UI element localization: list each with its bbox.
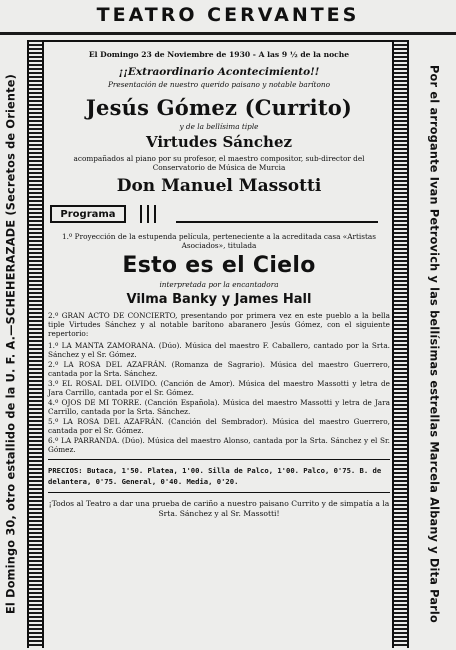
event-date: El Domingo 23 de Noviembre de 1930 - A las 9 ½ de la noche: [88, 50, 350, 59]
performer-name-pianist: Don Manuel Massotti: [116, 176, 322, 196]
presentation-line: Presentación de nuestro querido paisano y notable barítono: [108, 80, 330, 89]
soprano-intro: y de la bellísima tiple: [179, 122, 259, 131]
accompaniment-line: acompañados al piano por su profesor, el maestro compositor, sub-director del Conservatorio de Música de Murcia: [73, 154, 365, 172]
decorative-bar: [154, 205, 156, 223]
section-divider: [48, 492, 390, 493]
program-rule: [176, 221, 378, 223]
decorative-bars: [134, 205, 174, 223]
ticket-prices: PRECIOS: Butaca, 1'50. Platea, 1'00. Silla de Palco, 1'00. Palco, 0'75. B. de delantera, 0'75. General, 0'40. Media, 0'20.: [48, 466, 382, 486]
program-header: [48, 202, 390, 230]
song-list: [48, 341, 390, 454]
decorative-border-left: [27, 40, 44, 648]
film-title: Esto es el Cielo: [122, 253, 316, 278]
song-item: 3.º EL ROSAL DEL OLVIDO. (Canción de Amor). Música del maestro Massotti y letra de Jara Carrillo, cantada por el Sr. Gómez.: [48, 379, 390, 397]
interpreted-by: interpretada por la encantadora: [159, 280, 279, 289]
header: [0, 0, 456, 36]
side-banner-left: [0, 44, 22, 644]
decorative-bar: [147, 205, 149, 223]
header-rule: [0, 32, 456, 35]
program-label: Programa: [50, 205, 126, 223]
song-item: 4.º OJOS DE MI TORRE. (Canción Española). Música del maestro Massotti y letra de Jara Carrillo, cantada por la Srta. Sánchez.: [48, 398, 390, 416]
decorative-bar: [140, 205, 142, 223]
program-item-2: 2.º GRAN ACTO DE CONCIERTO, presentando por primera vez en este pueblo a la bella tiple Virtudes Sánchez y al notable barítono abaranero Jesús Gómez, con el siguiente repertorio:: [48, 311, 390, 338]
headline: ¡¡Extraordinario Acontecimiento!!: [118, 66, 320, 78]
program-item-1: 1.º Proyección de la estupenda película, perteneciente a la acreditada casa «Artistas Asociados», titulada: [61, 232, 377, 250]
song-item: 1.º LA MANTA ZAMORANA. (Dúo). Música del maestro F. Caballero, cantado por la Srta. Sánchez y el Sr. Gómez.: [48, 341, 390, 359]
closing-message: ¡Todos al Teatro a dar una prueba de cariño a nuestro paisano Currito y de simpatía a la Srta. Sánchez y al Sr. Massotti!: [48, 499, 390, 518]
side-text-left: El Domingo 30, otro estallido de la U. F. A.—SCHEHERAZADE (Secretos de Oriente): [4, 74, 18, 614]
performer-name-soprano: Virtudes Sánchez: [145, 133, 293, 151]
decorative-border-right: [392, 40, 409, 648]
decorative-border-top: [44, 40, 392, 42]
film-stars: Vilma Banky y James Hall: [126, 292, 312, 307]
poster-content: [48, 46, 390, 646]
performer-name-baritone: Jesús Gómez (Currito): [85, 95, 353, 120]
section-divider: [48, 459, 390, 460]
song-item: 2.º LA ROSA DEL AZAFRÁN. (Romanza de Sagrario). Música del maestro Guerrero, cantada por la Srta. Sánchez.: [48, 360, 390, 378]
song-item: 5.º LA ROSA DEL AZAFRÁN. (Canción del Sembrador). Música del maestro Guerrero, cantada por el Sr. Gómez.: [48, 417, 390, 435]
side-text-right: Por el arrogante Ivan Petrovich y las bellísimas estrellas Marcela Albany y Dita Parlo: [427, 65, 441, 623]
song-item: 6.º LA PARRANDA. (Dúo). Música del maestro Alonso, cantada por la Srta. Sánchez y el Sr. Gómez.: [48, 436, 390, 454]
side-banner-right: [416, 44, 452, 644]
theater-title: TEATRO CERVANTES: [96, 4, 360, 26]
